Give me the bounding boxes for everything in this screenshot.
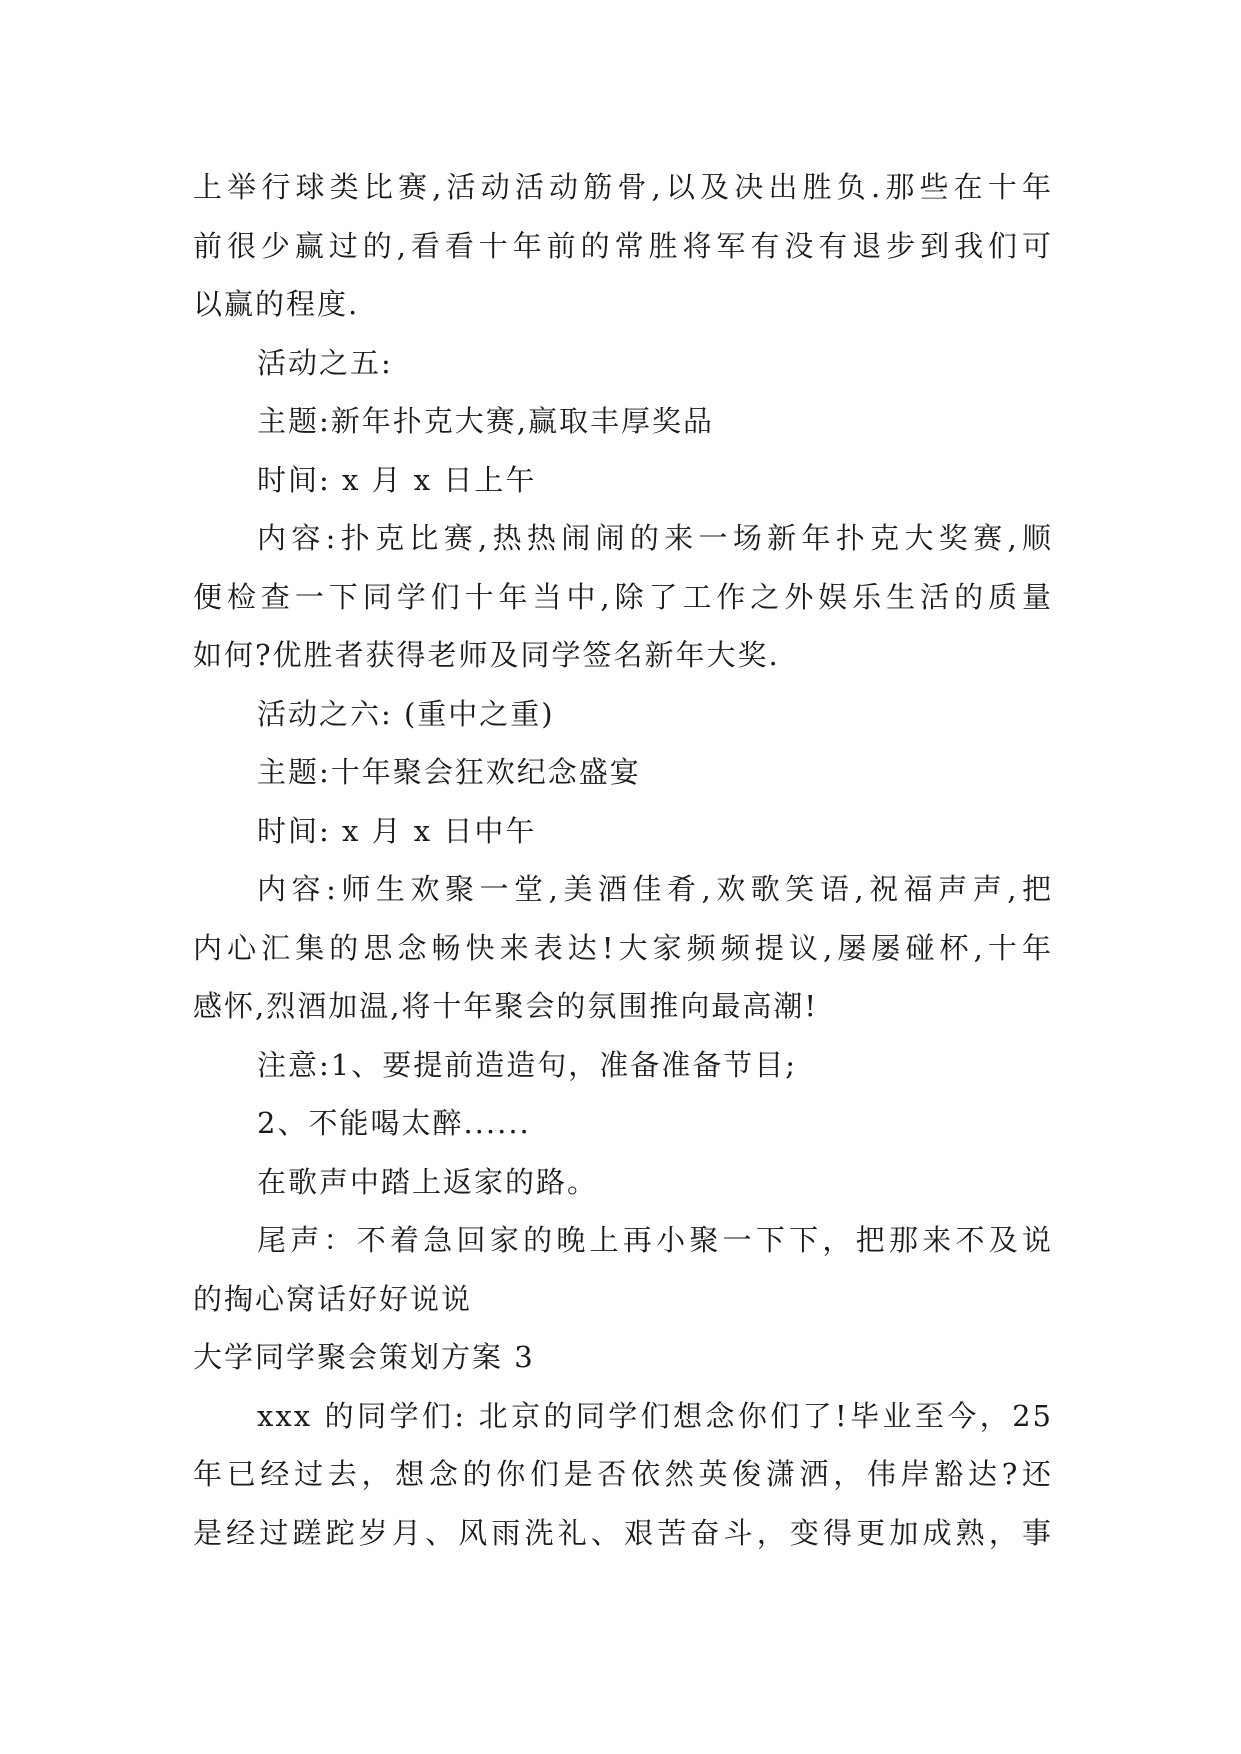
document-body [193, 158, 1053, 1562]
body-line: 在歌声中踏上返家的路。 [257, 1164, 599, 1199]
section-heading: 活动之五: [257, 345, 393, 380]
body-line: 内心汇集的思念畅快来表达!大家频频提议,屡屡碰杯,十年 [193, 930, 1053, 965]
body-line: 注意:1、要提前造造句，准备准备节目; [257, 1047, 797, 1082]
body-line: 如何?优胜者获得老师及同学签名新年大奖. [193, 638, 780, 672]
body-line: 感怀,烈酒加温,将十年聚会的氛围推向最高潮! [193, 989, 819, 1023]
body-line: 主题:十年聚会狂欢纪念盛宴 [257, 755, 641, 789]
body-line: 内容:师生欢聚一堂,美酒佳肴,欢歌笑语,祝福声声,把 [257, 872, 1053, 906]
body-line: 是经过蹉跎岁月、风雨洗礼、艰苦奋斗，变得更加成熟，事 [193, 1515, 1053, 1550]
body-line: 便检查一下同学们十年当中,除了工作之外娱乐生活的质量 [193, 579, 1053, 614]
body-line: 前很少赢过的,看看十年前的常胜将军有没有退步到我们可 [193, 228, 1053, 263]
body-line: 时间: x 月 x 日中午 [257, 813, 537, 848]
body-line: 以赢的程度. [193, 287, 360, 321]
body-line: 内容:扑克比赛,热热闹闹的来一场新年扑克大奖赛,顺 [257, 521, 1053, 555]
body-line: xxx 的同学们: 北京的同学们想念你们了!毕业至今，25 [257, 1398, 1053, 1433]
body-line: 的掏心窝话好好说说 [193, 1281, 473, 1316]
document-heading: 大学同学聚会策划方案 3 [193, 1340, 535, 1374]
body-line: 主题:新年扑克大赛,赢取丰厚奖品 [257, 404, 714, 438]
body-line: 年已经过去，想念的你们是否依然英俊潇洒，伟岸豁达?还 [193, 1457, 1053, 1491]
section-heading: 活动之六: (重中之重) [257, 696, 555, 731]
body-line: 上举行球类比赛,活动活动筋骨,以及决出胜负.那些在十年 [193, 170, 1053, 204]
body-line: 2、不能喝太醉...... [257, 1106, 531, 1140]
body-line: 时间: x 月 x 日上午 [257, 462, 537, 497]
body-line: 尾声：不着急回家的晚上再小聚一下下，把那来不及说 [257, 1223, 1053, 1257]
